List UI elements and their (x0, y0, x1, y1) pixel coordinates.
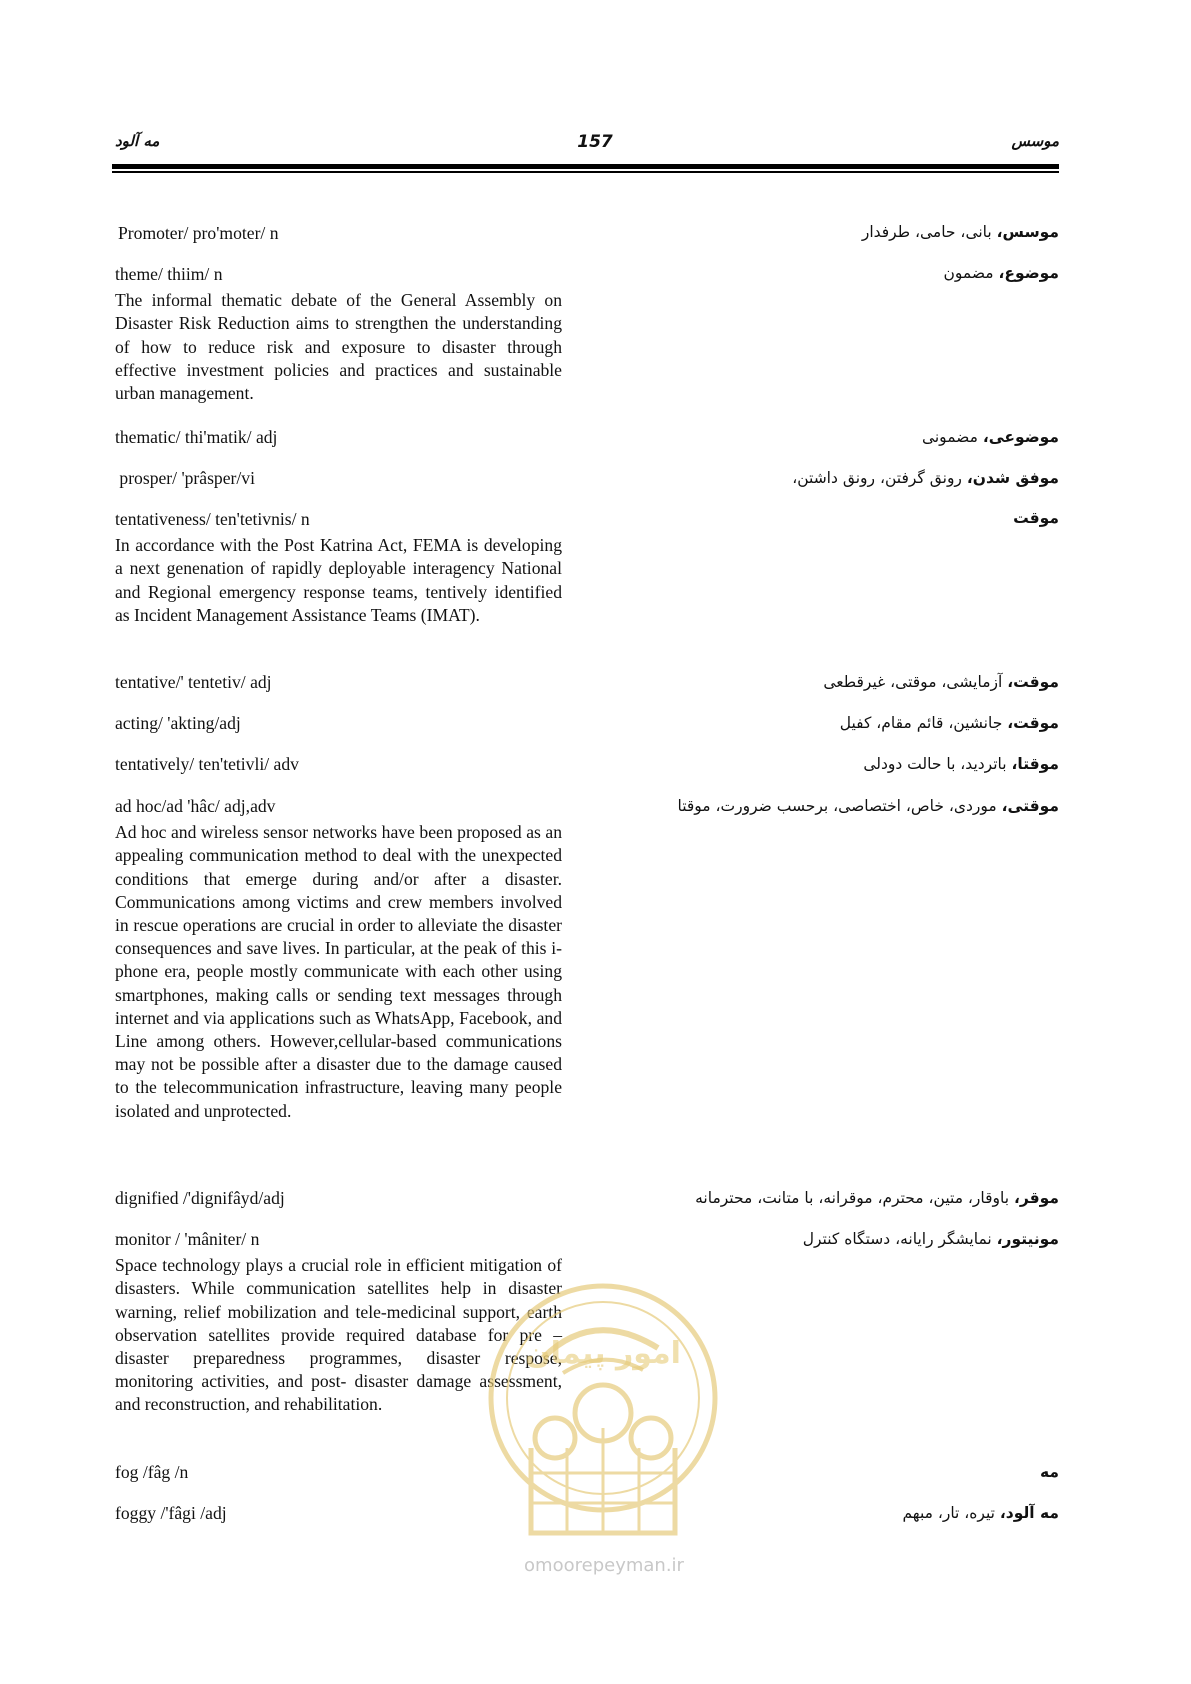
persian-headword: موضوع، (998, 264, 1059, 282)
english-headword: monitor / 'mâniter/ n (115, 1229, 260, 1249)
persian-definition: مضمونی (921, 428, 983, 446)
entry-persian (539, 670, 1059, 694)
persian-headword: موقتی، (1001, 797, 1059, 815)
persian-definition: باتردید، با حالت دودلی (863, 755, 1012, 773)
persian-definition: باوقار، متین، محترم، موقرانه، با متانت، محترمانه (695, 1189, 1014, 1207)
entry-english (115, 1187, 562, 1210)
entry-english (115, 467, 562, 490)
entry-persian (539, 220, 1059, 244)
persian-headword: موقر، (1014, 1189, 1059, 1207)
english-headword: Promoter/ pro'moter/ n (118, 223, 279, 243)
english-example: In accordance with the Post Katrina Act, FEMA is developing a next genenation of rapidly deployable interagency National and Regional emergency response teams, tentively identified as Incident Management Assistance Teams (IMAT). (115, 535, 562, 625)
english-example: Ad hoc and wireless sensor networks have been proposed as an appealing communication method to deal with the unexpected conditions that emerge during and/or after a disaster. Communications among victims and crew members involved in rescue operations are crucial in order to alleviate the disaster consequences and save lives. In particular, at the peak of this i-phone era, people mostly communicate with each other using smartphones, making calls or sending text messages through internet and via applications such as WhatsApp, Facebook, and Line among others. However,cellular-based communications may not be possible after a disaster due to the damage caused to the telecommunication infrastructure, leaving many people isolated and unprotected. (115, 822, 562, 1121)
persian-headword: موقت، (1007, 673, 1059, 691)
english-headword: dignified /'dignifâyd/adj (115, 1188, 285, 1208)
persian-definition: تیره، تار، مبهم (902, 1504, 1000, 1522)
entry-persian (539, 752, 1059, 776)
entry-english (115, 263, 562, 405)
persian-definition: رونق گرفتن، رونق داشتن، (792, 469, 967, 487)
persian-definition: نمایشگر رایانه، دستگاه کنترل (802, 1230, 997, 1248)
english-headword: fog /fâg /n (115, 1462, 189, 1482)
persian-headword: موقتا، (1011, 755, 1059, 773)
english-headword: tentative/' tentetiv/ adj (115, 672, 272, 692)
persian-headword: موضوعی، (982, 428, 1059, 446)
persian-headword: موسس، (996, 223, 1059, 241)
entry-persian (539, 1227, 1059, 1251)
persian-headword: موقت (1013, 509, 1059, 527)
english-headword: tentatively/ ten'tetivli/ adv (115, 754, 299, 774)
english-example: Space technology plays a crucial role in efficient mitigation of disasters. While communication satellites help in disaster warning, relief mobilization and tele-medicinal support, earth observation satellites provide required database for pre – disaster preparedness programmes, disaster respose, monitoring activities, and post- disaster damage assessment, and reconstruction, and rehabilitation. (115, 1255, 562, 1415)
entry-english (115, 671, 562, 694)
entry-english (115, 795, 562, 1123)
persian-definition: بانی، حامی، طرفدار (861, 223, 997, 241)
running-head-left: مه آلود (115, 132, 160, 150)
persian-headword: مه آلود، (999, 1504, 1059, 1522)
entry-english (115, 426, 562, 449)
english-headword: acting/ 'akting/adj (115, 713, 241, 733)
english-headword: ad hoc/ad 'hâc/ adj,adv (115, 796, 276, 816)
english-headword: theme/ thiim/ n (115, 264, 223, 284)
persian-headword: مونیتور، (996, 1230, 1059, 1248)
entry-persian (539, 794, 1059, 818)
entry-english (115, 753, 562, 776)
entry-persian (539, 506, 1059, 530)
english-headword: foggy /'fâgi /adj (115, 1503, 227, 1523)
watermark-url: omoorepeyman.ir (524, 1555, 684, 1576)
watermark-text: امور پیمان (525, 1336, 681, 1371)
page-number: 157 (577, 132, 613, 152)
entry-persian (539, 711, 1059, 735)
entry-persian (539, 1186, 1059, 1210)
entry-english (115, 222, 562, 245)
running-head-right: موسس (1011, 132, 1059, 150)
header-rule-thick (112, 164, 1059, 169)
english-example: The informal thematic debate of the General Assembly on Disaster Risk Reduction aims to strengthen the understanding of how to reduce risk and exposure to disaster through effective investment policies and practices and sustainable urban management. (115, 290, 562, 404)
entry-persian (539, 261, 1059, 285)
persian-definition: آزمایشی، موقتی، غیرقطعی (823, 673, 1008, 691)
persian-headword: موفق شدن، (966, 469, 1059, 487)
entry-persian (539, 425, 1059, 449)
entry-english (115, 712, 562, 735)
header-rule-thin (112, 171, 1059, 173)
entry-persian (539, 466, 1059, 490)
english-headword: prosper/ 'prâsper/vi (115, 468, 255, 488)
persian-definition: موردی، خاص، اختصاصی، برحسب ضرورت، موقتا (677, 797, 1002, 815)
persian-definition: مضمون (943, 264, 999, 282)
persian-headword: موقت، (1007, 714, 1059, 732)
persian-headword: مه (1040, 1463, 1059, 1481)
persian-definition: جانشین، قائم مقام، کفیل (839, 714, 1008, 732)
entry-english (115, 508, 562, 627)
english-headword: tentativeness/ ten'tetivnis/ n (115, 509, 310, 529)
english-headword: thematic/ thi'matik/ adj (115, 427, 278, 447)
watermark-logo (483, 1278, 723, 1578)
